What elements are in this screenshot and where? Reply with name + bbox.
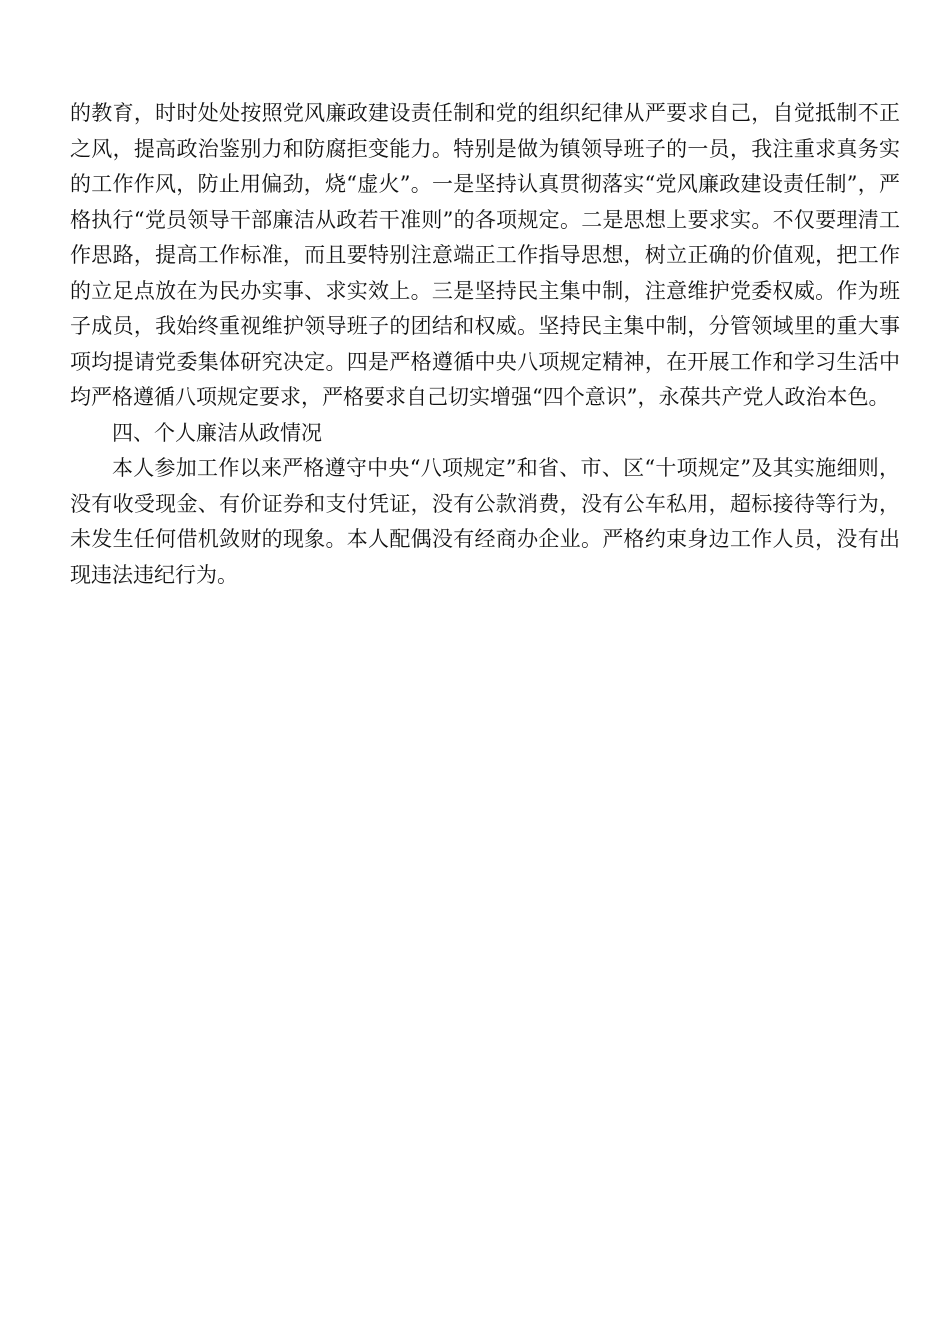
document-body [70,96,900,593]
section-heading-personal-integrity: 四、个人廉洁从政情况 [112,420,322,445]
paragraph-personal-integrity: 本人参加工作以来严格遵守中央“八项规定”和省、市、区“十项规定”及其实施细则，没有收受现金、有价证券和支付凭证，没有公款消费，没有公车私用，超标接待等行为，未发生任何借机敛财的现象。本人配偶没有经商办企业。严格约束身边工作人员，没有出现违法违纪行为。 [70,456,900,587]
paragraph-integrity-education: 的教育，时时处处按照党风廉政建设责任制和党的组织纪律从严要求自己，自觉抵制不正之风，提高政治鉴别力和防腐拒变能力。特别是做为镇领导班子的一员，我注重求真务实的工作作风，防止用偏劲，烧“虚火”。一是坚持认真贯彻落实“党风廉政建设责任制”，严格执行“党员领导干部廉洁从政若干准则”的各项规定。二是思想上要求实。不仅要理清工作思路，提高工作标准，而且要特别注意端正工作指导思想，树立正确的价值观，把工作的立足点放在为民办实事、求实效上。三是坚持民主集中制，注意维护党委权威。作为班子成员，我始终重视维护领导班子的团结和权威。坚持民主集中制，分管领域里的重大事项均提请党委集体研究决定。四是严格遵循中央八项规定精神，在开展工作和学习生活中均严格遵循八项规定要求，严格要求自己切实增强“四个意识”，永葆共产党人政治本色。 [70,101,900,409]
